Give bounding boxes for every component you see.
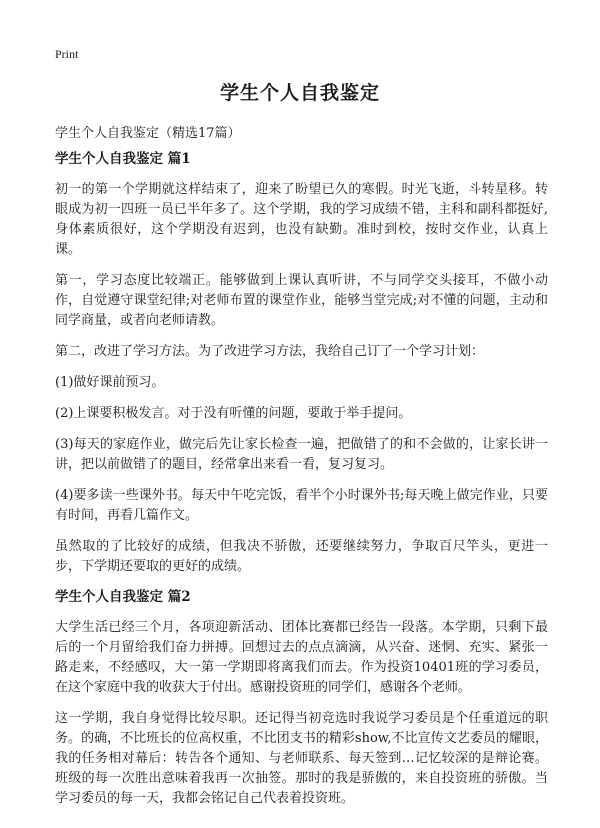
- paragraph: (4)要多读一些课外书。每天中午吃完饭，看半个小时课外书;每天晚上做完作业，只要有时间，再看几篇作文。: [55, 488, 548, 523]
- paragraph: 大学生活已经三个月，各项迎新活动、团体比赛都已经告一段落。本学期，只剩下最后的一个月留给我们奋力拼搏。回想过去的点点滴滴，从兴奋、迷惘、充实、紧张一路走来，不经感叹，大一第一学期即将离我们而去。作为投资10401班的学习委员，在这个家庭中我的收获大于付出。感谢投资班的同学们，感谢各个老师。: [55, 620, 548, 695]
- page-title: 学生个人自我鉴定: [219, 82, 380, 104]
- paragraph: 第二，改进了学习方法。为了改进学习方法，我给自己订了一个学习计划：: [55, 344, 485, 359]
- section-2: [55, 588, 548, 809]
- section-heading: 学生个人自我鉴定 篇2: [55, 589, 191, 605]
- paragraph: 初一的第一个学期就这样结束了，迎来了盼望已久的寒假。时光飞逝，斗转星移。转眼成为初一四班一员已半年多了。这个学期，我的学习成绩不错，主科和副科都挺好,身体素质很好，这个学期没有迟到，也没有缺勤。准时到校，按时交作业，认真上课。: [55, 182, 548, 257]
- section-heading: 学生个人自我鉴定 篇1: [55, 151, 191, 167]
- paragraph: 第一，学习态度比较端正。能够做到上课认真听讲，不与同学交头接耳，不做小动作，自觉遵守课堂纪律;对老师布置的课堂作业，能够当堂完成;对不懂的问题，主动和同学商量，或者向老师请教。: [55, 273, 548, 328]
- paragraph: 这一学期，我自身觉得比较尽职。还记得当初竞选时我说学习委员是个任重道远的职务。的确，不比班长的位高权重，不比团支书的精彩show,不比宣传文艺委员的耀眼，我的任务相对幕后：转告各个通知、与老师联系、每天签到…记忆较深的是辩论赛。班级的每一次胜出意味着我再一次抽签。那时的我是骄傲的，来自投资班的骄傲。当学习委员的每一天，我都会铭记自己代表着投资班。: [55, 711, 548, 806]
- paragraph: (2)上课要积极发言。对于没有听懂的问题，要敢于举手提问。: [55, 406, 412, 421]
- paragraph: (1)做好课前预习。: [55, 375, 165, 390]
- document-content: [55, 150, 548, 820]
- print-link[interactable]: Print: [55, 47, 79, 61]
- document-subtitle: 学生个人自我鉴定（精选17篇）: [55, 126, 241, 141]
- paragraph: (3)每天的家庭作业，做完后先让家长检查一遍，把做错了的和不会做的，让家长讲一讲，把以前做错了的题目，经常拿出来看一看，复习复习。: [55, 437, 548, 472]
- paragraph: 虽然取的了比较好的成绩，但我决不骄傲，还要继续努力，争取百尺竿头，更进一步，下学期还要取的更好的成绩。: [55, 539, 548, 574]
- section-1: [55, 150, 548, 577]
